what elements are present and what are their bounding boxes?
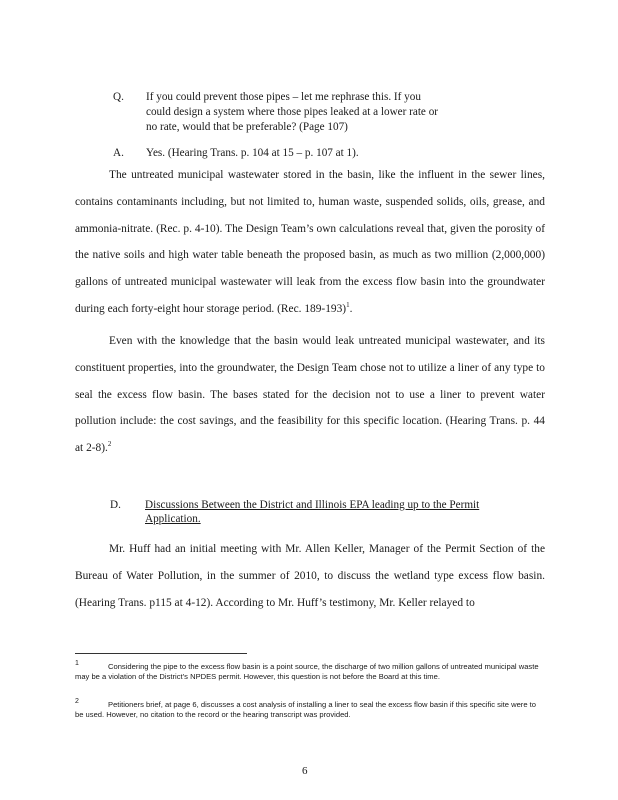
footnote-divider [75, 653, 247, 654]
paragraph-end: . [349, 302, 353, 315]
question-line: no rate, would that be preferable? (Page 107) [146, 121, 348, 133]
footnote-text: Petitioners brief, at page 6, discusses a cost analysis of installing a liner to seal the excess flow basin if this specific site were to be used. However, no citation to the record or the hearing transcript was provided. [75, 700, 536, 720]
paragraph-huff-meeting [75, 536, 545, 616]
answer-text: Yes. (Hearing Trans. p. 104 at 15 – p. 107 at 1). [146, 147, 359, 159]
page-number: 6 [302, 765, 308, 777]
footnote-text: Considering the pipe to the excess flow basin is a point source, the discharge of two million gallons of untreated municipal waste may be a violation of the District’s NPDES permit. However, this question is not before the Board at this time. [75, 662, 539, 682]
answer-block [113, 146, 493, 162]
footnote-1 [75, 662, 545, 683]
paragraph-design-team [75, 328, 545, 462]
footnote-2 [75, 700, 545, 721]
footnote-number: 2 [75, 698, 79, 705]
paragraph-untreated-wastewater [75, 162, 545, 323]
question-block [113, 90, 493, 136]
footnote-number: 1 [75, 660, 79, 667]
paragraph-text: The untreated municipal wastewater stored in the basin, like the influent in the sewer lines, contains contaminants including, but not limited to, human waste, suspended solids, oils, grease, and ammonia-nitrate. (Rec. p. 4-10). The Design Team’s own calculations reveal that, given the porosity of the native soils and high water table beneath the proposed basin, as much as two million (2,000,000) gallons of untreated municipal wastewater will leak from the excess flow basin into the groundwater during each forty-eight hour storage period. (Rec. 189-193) [75, 169, 545, 315]
paragraph-text: Even with the knowledge that the basin would leak untreated municipal wastewater, and its constituent properties, into the groundwater, the Design Team chose not to utilize a liner of any type to seal the excess flow basin. The bases stated for the decision not to use a liner to prevent water pollution include: the cost savings, and the feasibility for this specific location. (Hearing Trans. p. 44 at 2-8). [75, 335, 545, 455]
section-title-line: Discussions Between the District and Illinois EPA leading up to the Permit [145, 499, 480, 511]
footnote-ref-1[interactable]: 1 [346, 301, 350, 310]
section-label: D. [110, 499, 121, 511]
section-title-line: Application. [145, 513, 201, 525]
question-line: could design a system where those pipes leaked at a lower rate or [146, 106, 439, 118]
question-line: If you could prevent those pipes – let me rephrase this. If you [146, 91, 421, 103]
answer-label: A. [113, 147, 124, 159]
paragraph-text: Mr. Huff had an initial meeting with Mr. Allen Keller, Manager of the Permit Section of the Bureau of Water Pollution, in the summer of 2010, to discuss the wetland type excess flow basin. (Hearing Trans. p115 at 4-12). According to Mr. Huff’s testimony, Mr. Keller relayed to [75, 543, 545, 609]
section-title [145, 498, 525, 526]
question-text [146, 90, 476, 135]
question-label: Q. [113, 91, 124, 103]
footnote-ref-2[interactable]: 2 [107, 440, 112, 449]
